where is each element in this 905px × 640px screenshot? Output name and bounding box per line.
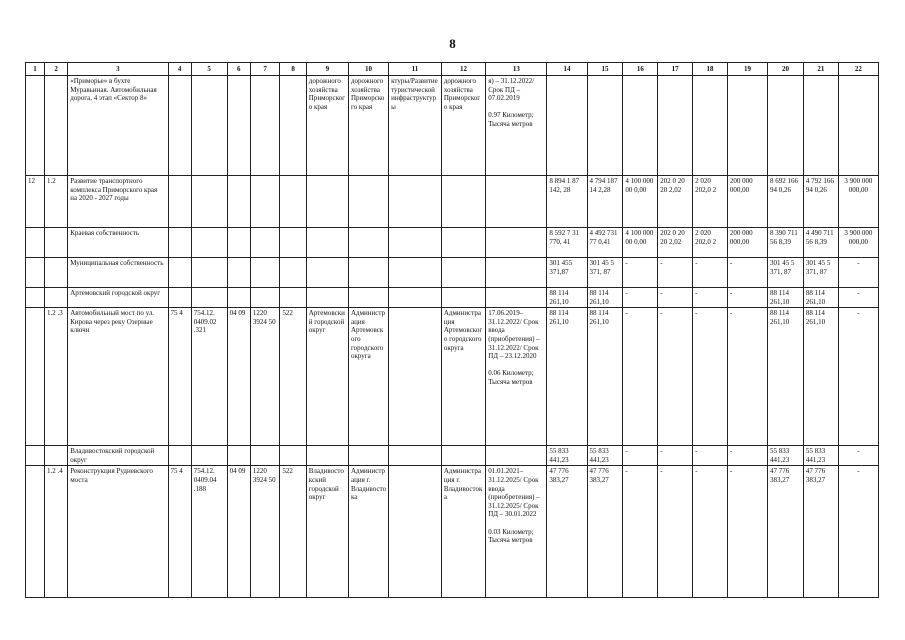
table-cell — [280, 258, 306, 288]
column-header: 20 — [768, 63, 804, 76]
table-cell: - — [693, 446, 728, 466]
table-cell — [441, 258, 485, 288]
table-cell: Муниципальная собственность — [68, 258, 168, 288]
table-cell: - — [658, 446, 693, 466]
column-header: 22 — [838, 63, 878, 76]
table-cell — [280, 176, 306, 228]
table-row — [26, 76, 879, 176]
column-header: 3 — [68, 63, 168, 76]
table-cell — [306, 258, 348, 288]
table-cell: 754.12. 0409.04 .188 — [191, 466, 227, 598]
table-cell: 301 45 5 371, 87 — [768, 258, 804, 288]
table-cell: - — [623, 308, 658, 446]
table-cell: 8 894 1 87 142, 28 — [547, 176, 587, 228]
table-cell — [168, 76, 191, 176]
table-cell — [26, 258, 45, 288]
table-cell: 12 — [26, 176, 45, 228]
table-cell — [658, 76, 693, 176]
table-cell — [250, 258, 280, 288]
table-cell: 8 592 7 31 770, 41 — [547, 228, 587, 258]
column-header: 7 — [250, 63, 280, 76]
table-cell: 2 020 202,0 2 — [693, 228, 728, 258]
table-cell — [306, 176, 348, 228]
table-cell: 47 776 383,27 — [547, 466, 587, 598]
table-cell — [306, 446, 348, 466]
table-cell — [45, 258, 68, 288]
table-cell: 75 4 — [168, 308, 191, 446]
page-number: 8 — [449, 36, 456, 51]
table-cell — [45, 76, 68, 176]
table-cell: 754.12. 0409.02 .321 — [191, 308, 227, 446]
table-cell: Администрация г. Владивостока — [348, 466, 388, 598]
table-cell: 1220 3924 50 — [250, 308, 280, 446]
table-cell: 47 776 383,27 — [587, 466, 623, 598]
table-cell — [250, 446, 280, 466]
table-cell — [389, 228, 442, 258]
table-cell — [191, 258, 227, 288]
table-cell — [45, 446, 68, 466]
table-cell: - — [658, 258, 693, 288]
table-cell: 55 833 441,23 — [587, 446, 623, 466]
table-cell — [250, 228, 280, 258]
table-cell — [441, 288, 485, 308]
table-cell — [838, 76, 878, 176]
table-cell — [168, 258, 191, 288]
table-cell: - — [693, 466, 728, 598]
column-header: 12 — [441, 63, 485, 76]
table-cell: 55 833 441,23 — [803, 446, 838, 466]
table-cell: - — [838, 258, 878, 288]
column-header: 17 — [658, 63, 693, 76]
table-cell: 04 09 — [227, 466, 250, 598]
table-cell: Администрация Артемовского городского округа — [441, 308, 485, 446]
table-cell — [227, 228, 250, 258]
table-cell: дорожного хозяйства Приморского края — [348, 76, 388, 176]
table-cell: - — [693, 258, 728, 288]
column-header: 11 — [389, 63, 442, 76]
table-row — [26, 288, 879, 308]
table-cell — [803, 76, 838, 176]
table-cell: 1.2 .4 — [45, 466, 68, 598]
table-cell: 200 000 000,00 — [727, 228, 767, 258]
table-cell — [250, 176, 280, 228]
column-header: 8 — [280, 63, 306, 76]
table-cell — [441, 446, 485, 466]
table-cell — [227, 258, 250, 288]
table-cell: - — [727, 446, 767, 466]
table-cell: - — [693, 308, 728, 446]
table-cell: 55 833 441,23 — [547, 446, 587, 466]
table-cell — [768, 76, 804, 176]
table-cell: 17.06.2019– 31.12.2022/ Срок ввода (приобретения) – 31.12.2022/ Срок ПД – 23.12.2020 0.06 Километр; Тысяча метров — [486, 308, 547, 446]
table-cell: 88 114 261,10 — [547, 308, 587, 446]
table-cell — [191, 446, 227, 466]
table-cell: 301 455 371,87 — [547, 258, 587, 288]
table-cell: 3 900 000 000,00 — [838, 176, 878, 228]
table-cell — [348, 446, 388, 466]
table-cell: 1220 3924 50 — [250, 466, 280, 598]
table-cell: «Приморье» в бухте Муравьиная. Автомобильная дорога, 4 этап «Сектор 8» — [68, 76, 168, 176]
table-cell: 301 45 5 371, 87 — [803, 258, 838, 288]
column-header: 16 — [623, 63, 658, 76]
table-cell: 4 490 711 56 8,39 — [803, 228, 838, 258]
table-cell — [168, 288, 191, 308]
table-cell: - — [838, 288, 878, 308]
table-cell: - — [658, 466, 693, 598]
column-header: 13 — [486, 63, 547, 76]
table-cell: 200 000 000,00 — [727, 176, 767, 228]
column-header: 4 — [168, 63, 191, 76]
table-cell — [727, 76, 767, 176]
table-cell: 202 0 20 20 2,02 — [658, 228, 693, 258]
table-cell — [280, 288, 306, 308]
table-cell — [486, 228, 547, 258]
table-cell: 88 114 261,10 — [768, 288, 804, 308]
table-cell: 3 900 000 000,00 — [838, 228, 878, 258]
column-header: 5 — [191, 63, 227, 76]
table-row — [26, 258, 879, 288]
table-cell: 8 390 711 56 8,39 — [768, 228, 804, 258]
table-cell: 2 020 202,0 2 — [693, 176, 728, 228]
table-cell: я) – 31.12.2022/ Срок ПД – 07.02.2019 0.97 Километр; Тысяча метров — [486, 76, 547, 176]
table-cell — [486, 288, 547, 308]
table-row — [26, 228, 879, 258]
table-cell — [26, 288, 45, 308]
table-cell: 4 492 731 77 0,41 — [587, 228, 623, 258]
table-cell — [587, 76, 623, 176]
table-cell: 301 45 5 371, 87 — [587, 258, 623, 288]
table-cell — [26, 446, 45, 466]
table-cell — [191, 288, 227, 308]
table-cell — [389, 308, 442, 446]
table-cell: 4 794 187 14 2,28 — [587, 176, 623, 228]
table-cell — [486, 258, 547, 288]
table-cell: - — [623, 466, 658, 598]
table-cell — [26, 308, 45, 446]
column-header: 2 — [45, 63, 68, 76]
table-cell — [389, 176, 442, 228]
table-cell — [250, 76, 280, 176]
table-cell — [168, 446, 191, 466]
table-cell: - — [623, 446, 658, 466]
table-cell: 01.01.2021– 31.12.2025/ Срок ввода (приобретения) – 31.12.2025/ Срок ПД – 30.01.2022 0.03 Километр; Тысяча метров — [486, 466, 547, 598]
table-cell: - — [727, 308, 767, 446]
table-cell: 522 — [280, 308, 306, 446]
column-header: 18 — [693, 63, 728, 76]
table-cell: 4 792 166 94 0,26 — [803, 176, 838, 228]
table-cell: 88 114 261,10 — [803, 288, 838, 308]
program-table — [25, 62, 879, 598]
column-header: 9 — [306, 63, 348, 76]
table-cell: Краевая собственность — [68, 228, 168, 258]
table-cell: 8 692 166 94 0,26 — [768, 176, 804, 228]
header-row — [26, 63, 879, 76]
table-cell — [26, 466, 45, 598]
table-cell: Артемовский городской округ — [68, 288, 168, 308]
table-cell — [306, 228, 348, 258]
table-cell — [280, 76, 306, 176]
table-cell: Владивостокский городской округ — [68, 446, 168, 466]
table-row — [26, 176, 879, 228]
table-cell — [191, 228, 227, 258]
table-cell — [486, 176, 547, 228]
table-cell: 88 114 261,10 — [587, 288, 623, 308]
table-cell: - — [623, 288, 658, 308]
table-cell: 1.2 — [45, 176, 68, 228]
table-cell: 47 776 383,27 — [768, 466, 804, 598]
table-cell — [389, 258, 442, 288]
table-cell: Развитие транспортного комплекса Приморского края на 2020 - 2027 годы — [68, 176, 168, 228]
table-cell — [280, 446, 306, 466]
table-cell — [623, 76, 658, 176]
table-cell: 88 114 261,10 — [547, 288, 587, 308]
table-cell: - — [658, 288, 693, 308]
table-cell — [26, 228, 45, 258]
table-cell — [348, 176, 388, 228]
table-cell — [168, 228, 191, 258]
table-cell — [441, 176, 485, 228]
table-cell — [547, 76, 587, 176]
table-cell — [389, 446, 442, 466]
table-cell — [348, 258, 388, 288]
table-cell: 55 833 441,23 — [768, 446, 804, 466]
table-cell: - — [838, 308, 878, 446]
table-cell: - — [693, 288, 728, 308]
table-cell: - — [727, 466, 767, 598]
table-cell: 75 4 — [168, 466, 191, 598]
table-cell: 47 776 383,27 — [803, 466, 838, 598]
table-cell: Администрация Артемовского городского округа — [348, 308, 388, 446]
table-cell: 1.2 .3 — [45, 308, 68, 446]
table-cell: дорожного хозяйства Приморского края — [306, 76, 348, 176]
table-cell: - — [623, 258, 658, 288]
table-cell — [227, 176, 250, 228]
table-cell — [191, 76, 227, 176]
table-cell: ктуры/Развитие туристической инфраструктуры — [389, 76, 442, 176]
table-cell: - — [658, 308, 693, 446]
table-cell — [45, 288, 68, 308]
table-cell: Реконструкция Рудневского моста — [68, 466, 168, 598]
table-row — [26, 308, 879, 446]
table-cell — [486, 446, 547, 466]
table-cell: 88 114 261,10 — [587, 308, 623, 446]
table-cell: 4 100 000 00 0,00 — [623, 228, 658, 258]
column-header: 19 — [727, 63, 767, 76]
column-header: 10 — [348, 63, 388, 76]
table-cell — [348, 288, 388, 308]
column-header: 21 — [803, 63, 838, 76]
column-header: 15 — [587, 63, 623, 76]
table-cell — [389, 288, 442, 308]
table-cell — [348, 228, 388, 258]
table-cell: 88 114 261,10 — [768, 308, 804, 446]
column-header: 1 — [26, 63, 45, 76]
table-cell: - — [838, 466, 878, 598]
table-cell — [26, 76, 45, 176]
table-cell: Администрация г. Владивостока — [441, 466, 485, 598]
table-cell — [227, 446, 250, 466]
table-cell: 522 — [280, 466, 306, 598]
table-cell: Автомобильный мост по ул. Кирова через реку Озерные ключи — [68, 308, 168, 446]
table-cell — [250, 288, 280, 308]
table-cell: Владивостокский городской округ — [306, 466, 348, 598]
table-cell: Артемовский городской округ — [306, 308, 348, 446]
table-cell — [168, 176, 191, 228]
table-row — [26, 466, 879, 598]
table-cell: - — [727, 258, 767, 288]
table-cell — [227, 76, 250, 176]
table-cell — [693, 76, 728, 176]
table-cell — [306, 288, 348, 308]
table-cell: - — [727, 288, 767, 308]
table-cell — [227, 288, 250, 308]
column-header: 6 — [227, 63, 250, 76]
table-row — [26, 446, 879, 466]
table-cell: - — [838, 446, 878, 466]
table-cell: 04 09 — [227, 308, 250, 446]
table-body — [26, 63, 879, 598]
table-cell: 88 114 261,10 — [803, 308, 838, 446]
column-header: 14 — [547, 63, 587, 76]
table-cell — [441, 228, 485, 258]
table-cell — [45, 228, 68, 258]
table-cell: 202 0 20 20 2,02 — [658, 176, 693, 228]
table-cell: 4 100 000 00 0,00 — [623, 176, 658, 228]
table-cell — [389, 466, 442, 598]
table-cell — [280, 228, 306, 258]
table-cell — [191, 176, 227, 228]
table-cell: дорожного хозяйства Приморского края — [441, 76, 485, 176]
